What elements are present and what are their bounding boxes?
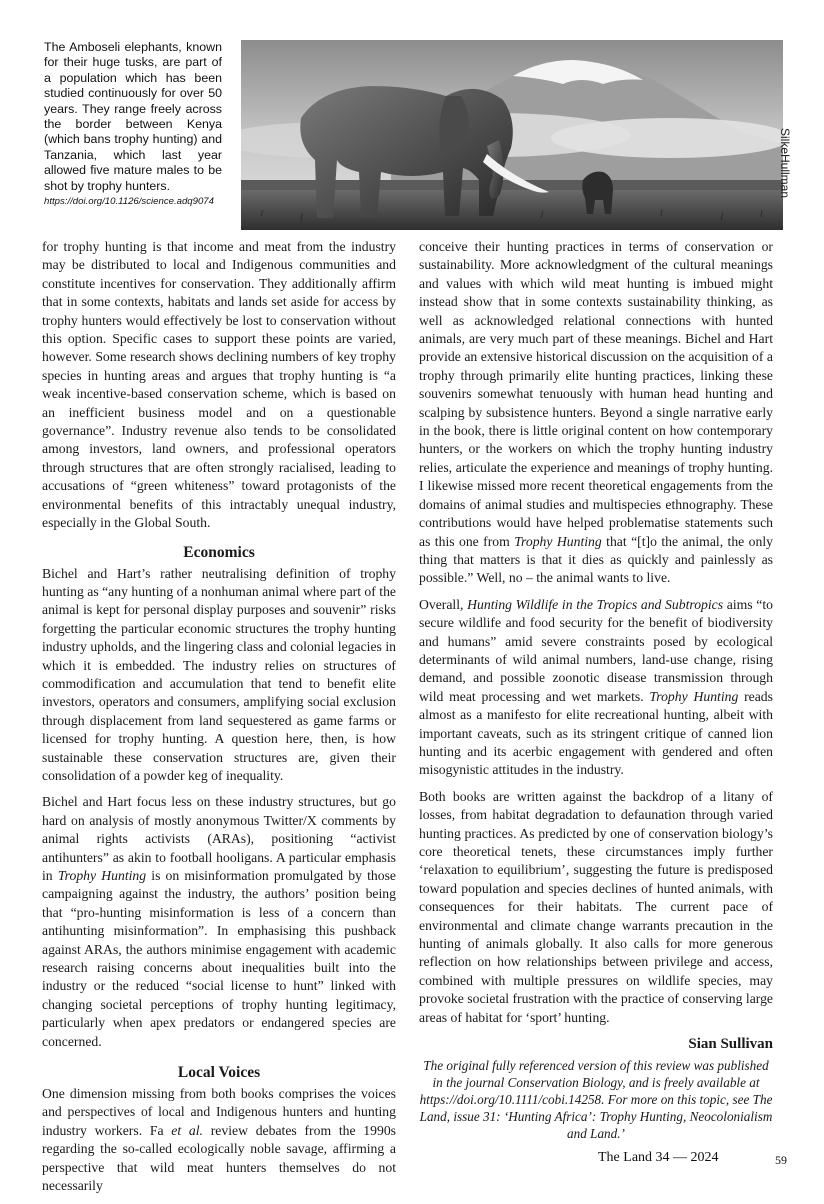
elephant-photo <box>241 40 783 230</box>
paragraph: One dimension missing from both books comprises the voices and perspectives of local and Indigenous hunters and hunting industry workers. Fa et al. review debates from the 1990s regarding the so-called ecologically noble savage, affirming a perspective that wild meat hunters themselves do not necessarily <box>42 1086 396 1194</box>
elephant-photo-illustration <box>241 40 783 230</box>
paragraph: Bichel and Hart focus less on these industry structures, but go hard on analysis of mostly anonymous Twitter/X comments by animal rights activists (ARAs), positioning “activist antihunters” as akin to football hooligans. A particular emphasis in Trophy Hunting is on misinformation promulgated by those campaigning against the industry, the authors’ position being that “pro-hunting misinformation is less of a concern than antihunting misinformation”. In emphasising this pushback against ARAs, the authors minimise engagement with academic research raising concerns about inequalities built into the industry or the reduced “social license to hunt” linked with changing societal perceptions of trophy hunting legitimacy, particularly when apex predators or endangered species are concerned. <box>42 794 396 1049</box>
paragraph: Both books are written against the backdrop of a litany of losses, from habitat degradation to defaunation through varied hunting practices. As predicted by one of conservation biology’s core theoretical tenets, these circumstances imply further ‘relaxation to equilibrium’, suggesting the future is predisposed toward population and species declines of hunted animals, with consequences for their habitats. The current pace of environmental and climate change warrants precaution in the hunting of animals globally. It also calls for more generous reflection on how relationships between privilege and access, combined with multiple pressures on wildlife species, may provoke societal frustration with the practice of conserving large areas of habitat for ‘sport’ hunting. <box>419 788 773 1025</box>
magazine-issue: The Land 34 — 2024 <box>598 1150 719 1165</box>
page-number: 59 <box>775 1153 787 1167</box>
paragraph: for trophy hunting is that income and meat from the industry may be distributed to local and Indigenous communities and constitute incentives for conservation. They additionally affirm that in some contexts, habitats and lands set aside for access by trophy hunters would effectively be lost to conservation without this option. Specific cases to support these points are varied, however. Some research shows declining numbers of key trophy species in hunting areas and argues that trophy hunting is “a weak incentive-based conservation scheme, which is based on an inefficient business model and on a questionable governance”. Industry revenue also tends to be consolidated among investors, land owners, and professional operators through structures that are often strongly racialised, leading to accusations of “green whiteness” toward protagonists of the environmental benefits of this intractably unequal industry, especially in the Global South. <box>42 239 396 531</box>
left-column <box>42 238 396 1204</box>
section-heading-local-voices: Local Voices <box>177 1064 261 1082</box>
caption-text: The Amboseli elephants, known for their huge tusks, are part of a population which has been studied continuously for over 50 years. They range freely across the border between Kenya (which bans trophy hunting) and Tanzania, which last year allowed five mature males to be shot by trophy hunters. <box>44 40 222 193</box>
paragraph: conceive their hunting practices in terms of conservation or sustainability. More acknowledgment of the cultural meanings and values with which wild meat hunting is imbued might instead show that in some contexts sustainability thinking, as well as acknowledged relational connections with hunted animals, are very much part of these meanings. Bichel and Hart provide an extensive historical discussion on the acquisition of a trophy through primarily elite hunting practices, linking these souvenirs somewhat tenuously with human head hunting and scalping by subsistence hunters. Beyond a single narrative early in the book, there is little original content on how contemporary hunters, or the workers on which the trophy hunting industry relies, articulate the experience and meanings of trophy hunting. I likewise missed more recent theoretical engagements from the domains of animal studies and multispecies ethnography. These contributions would have helped problematise statements such as this one from Trophy Hunting that “[t]o the animal, the only thing that matters is that it dies as quickly and painlessly as possible.” Well, no – the animal wants to live. <box>419 239 773 586</box>
photo-caption <box>44 40 222 208</box>
paragraph: Bichel and Hart’s rather neutralising definition of trophy hunting as “any hunting of a nonhuman animal where part of the animal is kept for personal display purposes and souvenir” risks forgetting the particular economic structures the trophy hunting industry upholds, and the lingering class and colonial legacies in which it is embedded. The industry relies on structures of commodification and accumulation that tend to benefit elite investors, operators and consumers, amplifying social exclusion through displacement from land sequestered as game farms or licensed for trophy hunting. A question here, then, is how sustainable these conservation structures are, given their consolidation of a powder keg of inequality. <box>42 565 396 783</box>
caption-doi-link[interactable]: https://doi.org/10.1126/science.adq9074 <box>44 196 214 208</box>
right-column <box>419 238 773 1142</box>
paragraph: Overall, Hunting Wildlife in the Tropics and Subtropics aims “to secure wildlife and food security for the benefit of biodiversity and humans” amid severe constraints posed by ecological determinants of wild animal numbers, land-use change, rising demand, and possible zoonotic disease transmission through wild meat processing and wet markets. Trophy Hunting reads almost as a manifesto for elite recreational hunting, albeit with important caveats, such as its stringent critique of canned lion hunting and its acerbic engagement with gendered and often misogynistic attitudes in the industry. <box>419 596 773 778</box>
photo-credit: SilkeHullman <box>778 128 792 199</box>
source-note: The original fully referenced version of this review was published in the journal Conservation Biology, and is freely available at https://doi.org/10.1111/cobi.14258. For more on this topic, see The Land, issue 31: ‘Hunting Africa’: Trophy Hunting, Neocolonialism and Land.’ <box>419 1058 773 1142</box>
section-heading-economics: Economics <box>183 543 255 561</box>
author-name: Sian Sullivan <box>688 1036 773 1053</box>
